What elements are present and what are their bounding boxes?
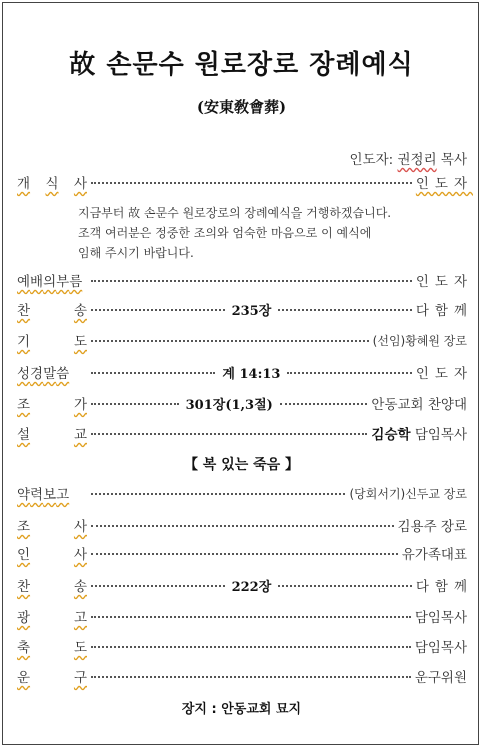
intro-line: 지금부터 故 손문수 원로장로의 장례예식을 거행하겠습니다. [78, 206, 392, 220]
program-row [17, 665, 467, 687]
program-row [17, 269, 473, 291]
row-right: 다함께 [415, 579, 474, 595]
row-label: 광 고 [17, 610, 87, 626]
row-label: 약 력 보 고 [17, 487, 70, 503]
intro-text [78, 203, 391, 263]
dot-leader [91, 340, 369, 342]
intro-line: 임해 주시기 바랍니다. [78, 246, 194, 260]
dot-leader [91, 585, 225, 587]
page-subtitle: (安東敎會葬) [196, 98, 287, 116]
program-row [17, 482, 467, 504]
dot-leader [91, 525, 394, 527]
row-right: 다함께 [415, 303, 474, 319]
row-right: 유가족대표 [401, 547, 467, 563]
dot-leader [91, 553, 398, 555]
program-row [17, 635, 467, 657]
row-center: 235장 [231, 303, 272, 319]
program-row [17, 392, 467, 414]
row-label: 축 도 [17, 640, 87, 656]
dot-leader [91, 676, 411, 678]
dot-leader [280, 403, 368, 405]
row-label: 예 배 의 부 름 [17, 274, 83, 290]
row-center: 222장 [231, 579, 272, 595]
page-title: 故 손문수 원로장로 장례예식 [69, 50, 414, 80]
dot-leader [91, 616, 411, 618]
dot-leader [91, 280, 412, 282]
burial-place: 장지 : 안동교회 묘지 [181, 702, 302, 717]
intro-line: 조객 여러분은 정중한 조의와 엄숙한 마음으로 이 예식에 [78, 226, 372, 240]
program-row [17, 361, 474, 383]
sermon-title: 【 복 있는 죽음 】 [183, 457, 300, 473]
row-right: (선임)황혜원 장로 [372, 333, 467, 348]
row-right: 인도자 [415, 176, 473, 192]
row-label: 찬 송 [17, 579, 87, 595]
dot-leader [91, 372, 215, 374]
row-label: 설 교 [17, 427, 87, 443]
row-right: 김용주 장로 [397, 519, 467, 535]
program-row [17, 542, 467, 564]
row-right: 인도자 [415, 366, 474, 382]
row-center: 301장(1,3절) [185, 397, 273, 413]
row-label: 인 사 [17, 547, 87, 563]
program-row [17, 514, 467, 536]
row-right: 담임목사 [414, 640, 467, 656]
dot-leader [91, 403, 179, 405]
row-label: 조 사 [17, 519, 87, 535]
row-right: 김승학 담임목사 [371, 427, 467, 443]
officiant-name: 권정리 [397, 152, 437, 168]
dot-leader [287, 372, 411, 374]
dot-leader [278, 309, 412, 311]
program-row-opening [17, 171, 473, 193]
dot-leader [91, 309, 225, 311]
row-right: 안동교회 찬양대 [371, 397, 467, 413]
program-row [17, 298, 474, 320]
row-right: (당회서기)신두교 장로 [349, 486, 467, 501]
program-row [17, 605, 467, 627]
row-center: 계 14:13 [222, 366, 281, 382]
row-right: 운구위원 [414, 670, 467, 686]
preacher-name: 김승학 [371, 427, 411, 443]
officiant-prefix: 인도자: [349, 152, 398, 168]
dot-leader [91, 493, 345, 495]
row-right: 인도자 [415, 274, 473, 290]
row-label: 운 구 [17, 670, 87, 686]
officiant-line [350, 148, 467, 168]
officiant-suffix: 목사 [436, 152, 467, 168]
dot-leader [91, 433, 367, 435]
dot-leader [91, 646, 411, 648]
row-label: 기 도 [17, 334, 87, 350]
row-right: 담임목사 [414, 610, 467, 626]
dot-leader [91, 182, 412, 184]
program-row [17, 574, 474, 596]
program-row [17, 422, 467, 444]
row-label: 개 식 사 [17, 176, 87, 192]
row-label: 찬 송 [17, 303, 87, 319]
dot-leader [278, 585, 412, 587]
row-label: 조 가 [17, 397, 87, 413]
row-label: 성 경 말 씀 [17, 366, 70, 382]
program-row [17, 329, 467, 351]
